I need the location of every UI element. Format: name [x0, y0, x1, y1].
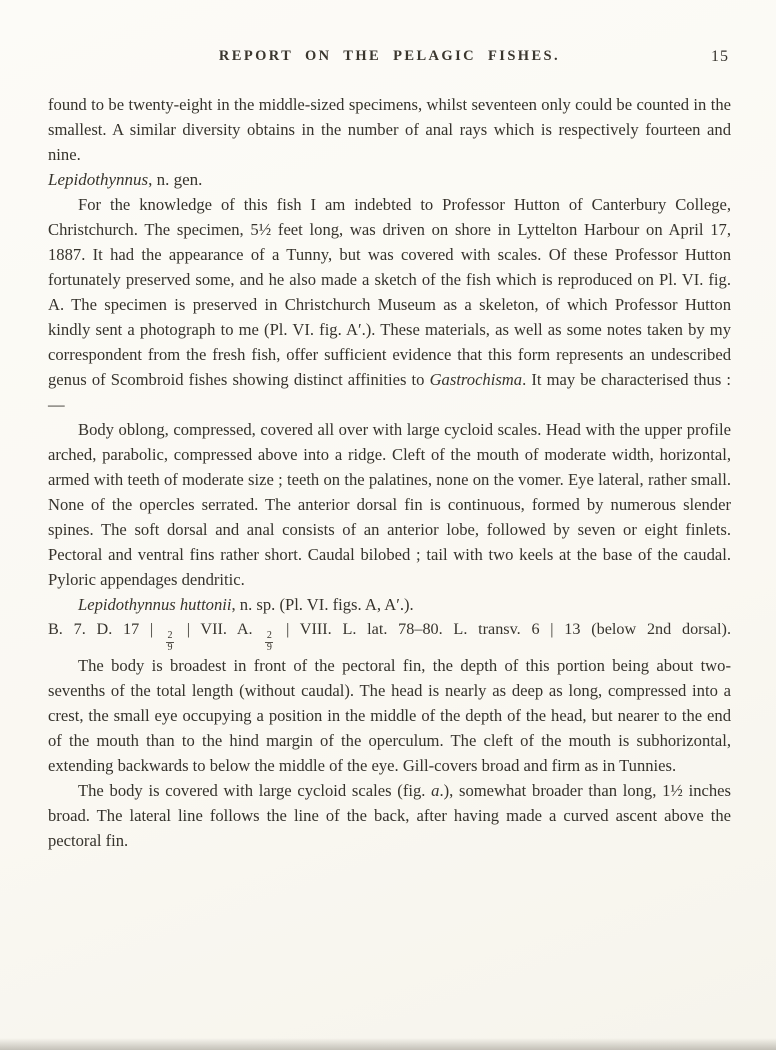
species-heading — [48, 592, 731, 617]
scales-description-paragraph — [48, 778, 731, 853]
genus-diagnosis-paragraph — [48, 417, 731, 592]
italic-text-run: Lepidothynnus huttonii — [78, 595, 232, 614]
italic-text-run: Lepidothynnus — [48, 170, 149, 189]
genus-heading — [48, 167, 731, 192]
text-run: , n. gen. — [148, 170, 203, 189]
text-run: For the knowledge of this fish I am indebted to Professor Hutton of Canterbury College, Christchurch. The specimen, 5½ feet long, was driven on shore in Lyttelton Harbour on April 17, 1887. It had the appearance of a Tunny, but was covered with scales. Of these Professor Hutton fortunately preserved some, and he also made a sketch of the fish which is reproduced on Pl. VI. fig. A. The specimen is preserved in Christchurch Museum as a skeleton, of which Professor Hutton kindly sent a photograph to me (Pl. VI. fig. A′.). These materials, as well as some notes taken by my correspondent from the fresh fish, offer sufficient evidence that this form represents an undescribed genus of Scombroid fishes showing distinct affinities to — [48, 195, 731, 389]
page-header — [48, 44, 731, 66]
text-run: | VIII. L. lat. 78–80. L. transv. 6 | 13 (below 2nd dorsal). — [275, 620, 731, 638]
text-run: found to be twenty-eight in the middle-sized specimens, whilst seventeen only could be counted in the smallest. A similar diversity obtains in the number of anal rays which is respectively fourteen and nine. — [48, 95, 731, 164]
text-run: The body is broadest in front of the pectoral fin, the depth of this portion being about two-sevenths of the total length (without caudal). The head is nearly as deep as long, compressed into a crest, the small eye occupying a position in the middle of the depth of the head, but nearer to the end of the mouth than to the hind margin of the operculum. The cleft of the mouth is subhorizontal, extending backwards to below the middle of the eye. Gill-covers broad and firm as in Tunnies. — [48, 656, 731, 776]
page-number: 15 — [711, 48, 729, 65]
text-run: .), somewhat broader than long, 1½ inches broad. The lateral line follows the line of the back, after having made a curved ascent above the pectoral fin. — [48, 781, 731, 851]
text-run: . It may be characterised thus :— — [48, 370, 731, 414]
continuation-paragraph — [48, 92, 731, 167]
text-run: B. 7. D. 17 | — [48, 620, 164, 638]
body-description-paragraph — [48, 653, 731, 778]
running-title: REPORT ON THE PELAGIC FISHES. — [218, 48, 561, 64]
stacked-fraction: $\frac{2}{9}$ — [266, 630, 272, 653]
italic-text-run: Gastrochisma — [429, 370, 523, 389]
text-run: Body oblong, compressed, covered all over with large cycloid scales. Head with the upper profile arched, parabolic, compressed above into a ridge. Cleft of the mouth of moderate width, horizontal, armed with teeth of moderate size ; teeth on the palatines, none on the vomer. Eye lateral, rather small. None of the opercles serrated. The anterior dorsal fin is continuous, formed by numerous slender spines. The soft dorsal and anal consists of an anterior lobe, followed by seven or eight finlets. Pectoral and ventral fins rather short. Caudal bilobed ; tail with two keels at the base of the caudal. Pyloric appendages dendritic. — [48, 420, 731, 589]
genus-introduction-paragraph — [48, 192, 731, 417]
text-run: | VII. A. — [175, 620, 264, 638]
fin-formula — [48, 617, 731, 653]
page-content — [48, 92, 731, 853]
italic-text-run: a — [431, 781, 440, 801]
text-run: , n. sp. (Pl. VI. figs. A, A′.). — [231, 595, 414, 614]
stacked-fraction: $\frac{2}{9}$ — [167, 630, 173, 653]
text-run: The body is covered with large cycloid scales (fig. — [78, 781, 432, 801]
